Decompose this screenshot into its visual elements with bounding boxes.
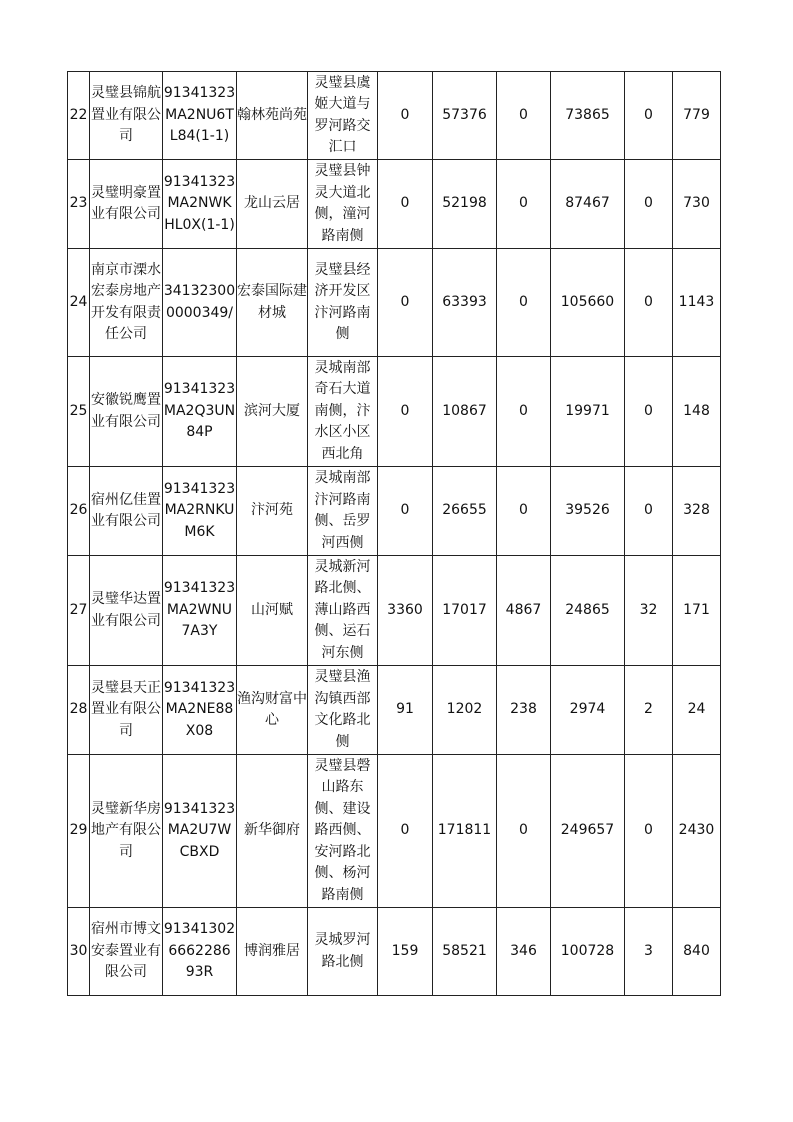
table-row <box>68 249 721 357</box>
value-col-2: 10867 <box>433 357 497 467</box>
row-number: 27 <box>68 556 90 666</box>
project-location: 灵璧县渔沟镇西部文化路北侧 <box>308 666 378 755</box>
value-col-6: 171 <box>673 556 721 666</box>
credit-code: 91341323MA2U7WCBXD <box>163 755 237 908</box>
value-col-4: 24865 <box>551 556 625 666</box>
table-row <box>68 556 721 666</box>
company-name: 南京市溧水宏泰房地产开发有限责任公司 <box>90 249 163 357</box>
table-body <box>68 72 721 996</box>
project-name: 滨河大厦 <box>237 357 308 467</box>
project-name: 博润雅居 <box>237 908 308 996</box>
project-name: 宏泰国际建材城 <box>237 249 308 357</box>
value-col-6: 779 <box>673 72 721 160</box>
value-col-3: 0 <box>497 72 551 160</box>
company-name: 灵璧新华房地产有限公司 <box>90 755 163 908</box>
value-col-6: 840 <box>673 908 721 996</box>
row-number: 24 <box>68 249 90 357</box>
company-name: 灵璧华达置业有限公司 <box>90 556 163 666</box>
value-col-2: 57376 <box>433 72 497 160</box>
credit-code: 913413026662286 93R <box>163 908 237 996</box>
value-col-1: 0 <box>378 72 433 160</box>
value-col-2: 17017 <box>433 556 497 666</box>
value-col-1: 0 <box>378 249 433 357</box>
value-col-4: 73865 <box>551 72 625 160</box>
credit-code: 341323000000349/ <box>163 249 237 357</box>
company-name: 宿州市博文安泰置业有限公司 <box>90 908 163 996</box>
project-location: 灵璧县磬山路东侧、建设路西侧、安河路北侧、杨河路南侧 <box>308 755 378 908</box>
row-number: 22 <box>68 72 90 160</box>
value-col-2: 63393 <box>433 249 497 357</box>
value-col-6: 1143 <box>673 249 721 357</box>
row-number: 26 <box>68 467 90 556</box>
value-col-3: 346 <box>497 908 551 996</box>
project-name: 龙山云居 <box>237 160 308 249</box>
table-row <box>68 666 721 755</box>
value-col-5: 0 <box>625 357 673 467</box>
value-col-4: 39526 <box>551 467 625 556</box>
project-name: 翰林苑尚苑 <box>237 72 308 160</box>
value-col-5: 0 <box>625 755 673 908</box>
value-col-4: 105660 <box>551 249 625 357</box>
project-location: 灵璧县钟灵大道北侧，潼河路南侧 <box>308 160 378 249</box>
value-col-6: 24 <box>673 666 721 755</box>
row-number: 23 <box>68 160 90 249</box>
value-col-1: 0 <box>378 755 433 908</box>
table-row <box>68 467 721 556</box>
value-col-1: 159 <box>378 908 433 996</box>
data-table <box>67 71 721 996</box>
project-location: 灵城罗河路北侧 <box>308 908 378 996</box>
company-name: 宿州亿佳置业有限公司 <box>90 467 163 556</box>
value-col-6: 328 <box>673 467 721 556</box>
value-col-1: 0 <box>378 357 433 467</box>
row-number: 28 <box>68 666 90 755</box>
project-location: 灵城新河路北侧、薄山路西侧、运石河东侧 <box>308 556 378 666</box>
value-col-3: 0 <box>497 357 551 467</box>
project-name: 山河赋 <box>237 556 308 666</box>
value-col-5: 0 <box>625 72 673 160</box>
value-col-5: 0 <box>625 249 673 357</box>
value-col-3: 0 <box>497 249 551 357</box>
value-col-2: 52198 <box>433 160 497 249</box>
company-name: 灵璧明豪置业有限公司 <box>90 160 163 249</box>
value-col-5: 0 <box>625 467 673 556</box>
value-col-3: 0 <box>497 755 551 908</box>
table-row <box>68 72 721 160</box>
project-name: 新华御府 <box>237 755 308 908</box>
value-col-1: 0 <box>378 160 433 249</box>
project-location: 灵城南部汴河路南侧、岳罗河西侧 <box>308 467 378 556</box>
value-col-2: 58521 <box>433 908 497 996</box>
value-col-4: 100728 <box>551 908 625 996</box>
project-name: 汴河苑 <box>237 467 308 556</box>
value-col-1: 3360 <box>378 556 433 666</box>
credit-code: 91341323MA2WNU7A3Y <box>163 556 237 666</box>
value-col-5: 32 <box>625 556 673 666</box>
value-col-5: 3 <box>625 908 673 996</box>
table-row <box>68 160 721 249</box>
value-col-4: 87467 <box>551 160 625 249</box>
project-location: 灵璧县虞姬大道与罗河路交汇口 <box>308 72 378 160</box>
credit-code: 91341323MA2NWKHL0X(1-1) <box>163 160 237 249</box>
project-name: 渔沟财富中心 <box>237 666 308 755</box>
value-col-3: 0 <box>497 160 551 249</box>
table-row <box>68 357 721 467</box>
value-col-4: 19971 <box>551 357 625 467</box>
row-number: 29 <box>68 755 90 908</box>
value-col-2: 1202 <box>433 666 497 755</box>
credit-code: 91341323MA2RNKUM6K <box>163 467 237 556</box>
credit-code: 91341323MA2NE88X08 <box>163 666 237 755</box>
value-col-5: 0 <box>625 160 673 249</box>
credit-code: 91341323MA2NU6TL84(1-1) <box>163 72 237 160</box>
table-row <box>68 755 721 908</box>
credit-code: 91341323MA2Q3UN84P <box>163 357 237 467</box>
value-col-3: 0 <box>497 467 551 556</box>
value-col-1: 0 <box>378 467 433 556</box>
value-col-6: 148 <box>673 357 721 467</box>
value-col-3: 238 <box>497 666 551 755</box>
value-col-6: 2430 <box>673 755 721 908</box>
value-col-2: 171811 <box>433 755 497 908</box>
value-col-5: 2 <box>625 666 673 755</box>
project-location: 灵城南部奇石大道南侧，汴水区小区西北角 <box>308 357 378 467</box>
value-col-2: 26655 <box>433 467 497 556</box>
company-name: 安徽锐鹰置业有限公司 <box>90 357 163 467</box>
value-col-4: 249657 <box>551 755 625 908</box>
row-number: 25 <box>68 357 90 467</box>
value-col-6: 730 <box>673 160 721 249</box>
row-number: 30 <box>68 908 90 996</box>
value-col-4: 2974 <box>551 666 625 755</box>
value-col-3: 4867 <box>497 556 551 666</box>
table-row <box>68 908 721 996</box>
value-col-1: 91 <box>378 666 433 755</box>
company-name: 灵璧县锦航置业有限公司 <box>90 72 163 160</box>
project-location: 灵璧县经济开发区汴河路南侧 <box>308 249 378 357</box>
company-name: 灵璧县天正置业有限公司 <box>90 666 163 755</box>
